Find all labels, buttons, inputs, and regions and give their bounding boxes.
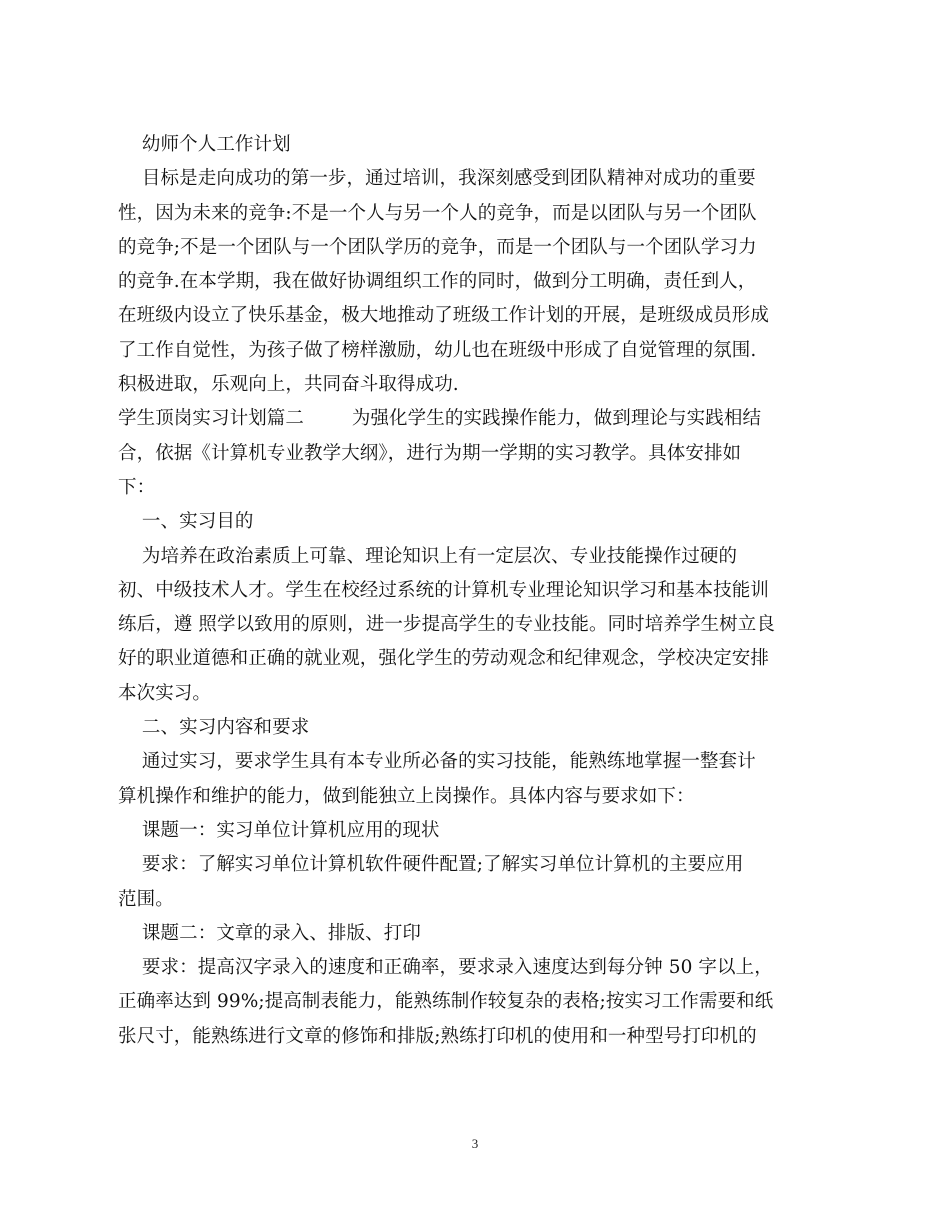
body-line: 通过实习，要求学生具有本专业所必备的实习技能，能熟练地掌握一整套计 (118, 751, 756, 773)
body-line: 练后，遵 照学以致用的原则，进一步提高学生的专业技能。同时培养学生树立良 (118, 614, 775, 636)
body-line: 为培养在政治素质上可靠、理论知识上有一定层次、专业技能操作过硬的 (118, 545, 738, 567)
body-line: 课题一：实习单位计算机应用的现状 (118, 819, 440, 841)
body-line: 合，依据《计算机专业教学大纲》，进行为期一学期的实习教学。具体安排如 (118, 442, 742, 464)
body-line: 二、实习内容和要求 (118, 717, 310, 739)
body-line: 初、中级技术人才。学生在校经过系统的计算机专业理论知识学习和基本技能训 (118, 579, 770, 601)
body-line: 性，因为未来的竞争:不是一个人与另一个人的竞争，而是以团队与另一个团队 (118, 202, 757, 224)
body-line: 课题二：文章的录入、排版、打印 (118, 922, 421, 944)
body-line: 一、实习目的 (118, 511, 254, 533)
body-line: 算机操作和维护的能力，做到能独立上岗操作。具体内容与要求如下： (118, 785, 695, 807)
body-line: 本次实习。 (118, 682, 212, 704)
body-line: 下： (118, 476, 156, 498)
body-line: 在班级内设立了快乐基金，极大地推动了班级工作计划的开展，是班级成员形成 (118, 305, 770, 327)
body-line: 要求：了解实习单位计算机软件硬件配置;了解实习单位计算机的主要应用 (118, 854, 744, 876)
body-line: 范围。 (118, 888, 174, 910)
body-line: 学生顶岗实习计划篇二 为强化学生的实践操作能力，做到理论与实践相结 (118, 408, 762, 430)
body-line: 好的职业道德和正确的就业观，强化学生的劳动观念和纪律观念，学校决定安排 (118, 648, 770, 670)
page-number: 3 (471, 1136, 479, 1151)
body-line: 积极进取，乐观向上，共同奋斗取得成功. (118, 374, 459, 396)
body-line: 张尺寸，能熟练进行文章的修饰和排版;熟练打印机的使用和一种型号打印机的 (118, 1025, 757, 1047)
document-body (118, 128, 818, 1054)
body-line: 幼师个人工作计划 (118, 134, 291, 155)
body-line: 了工作自觉性，为孩子做了榜样激励，幼儿也在班级中形成了自觉管理的氛围. (118, 339, 757, 361)
body-line: 的竞争.在本学期，我在做好协调组织工作的同时，做到分工明确，责任到人， (118, 271, 757, 293)
body-line: 正确率达到 99%;提高制表能力，能熟练制作较复杂的表格;按实习工作需要和纸 (118, 991, 774, 1013)
body-line: 的竞争;不是一个团队与一个团队学历的竞争，而是一个团队与一个团队学习力 (118, 236, 757, 258)
body-line: 目标是走向成功的第一步，通过培训，我深刻感受到团队精神对成功的重要 (118, 168, 756, 190)
body-line: 要求：提高汉字录入的速度和正确率，要求录入速度达到每分钟 50 字以上， (118, 957, 773, 979)
